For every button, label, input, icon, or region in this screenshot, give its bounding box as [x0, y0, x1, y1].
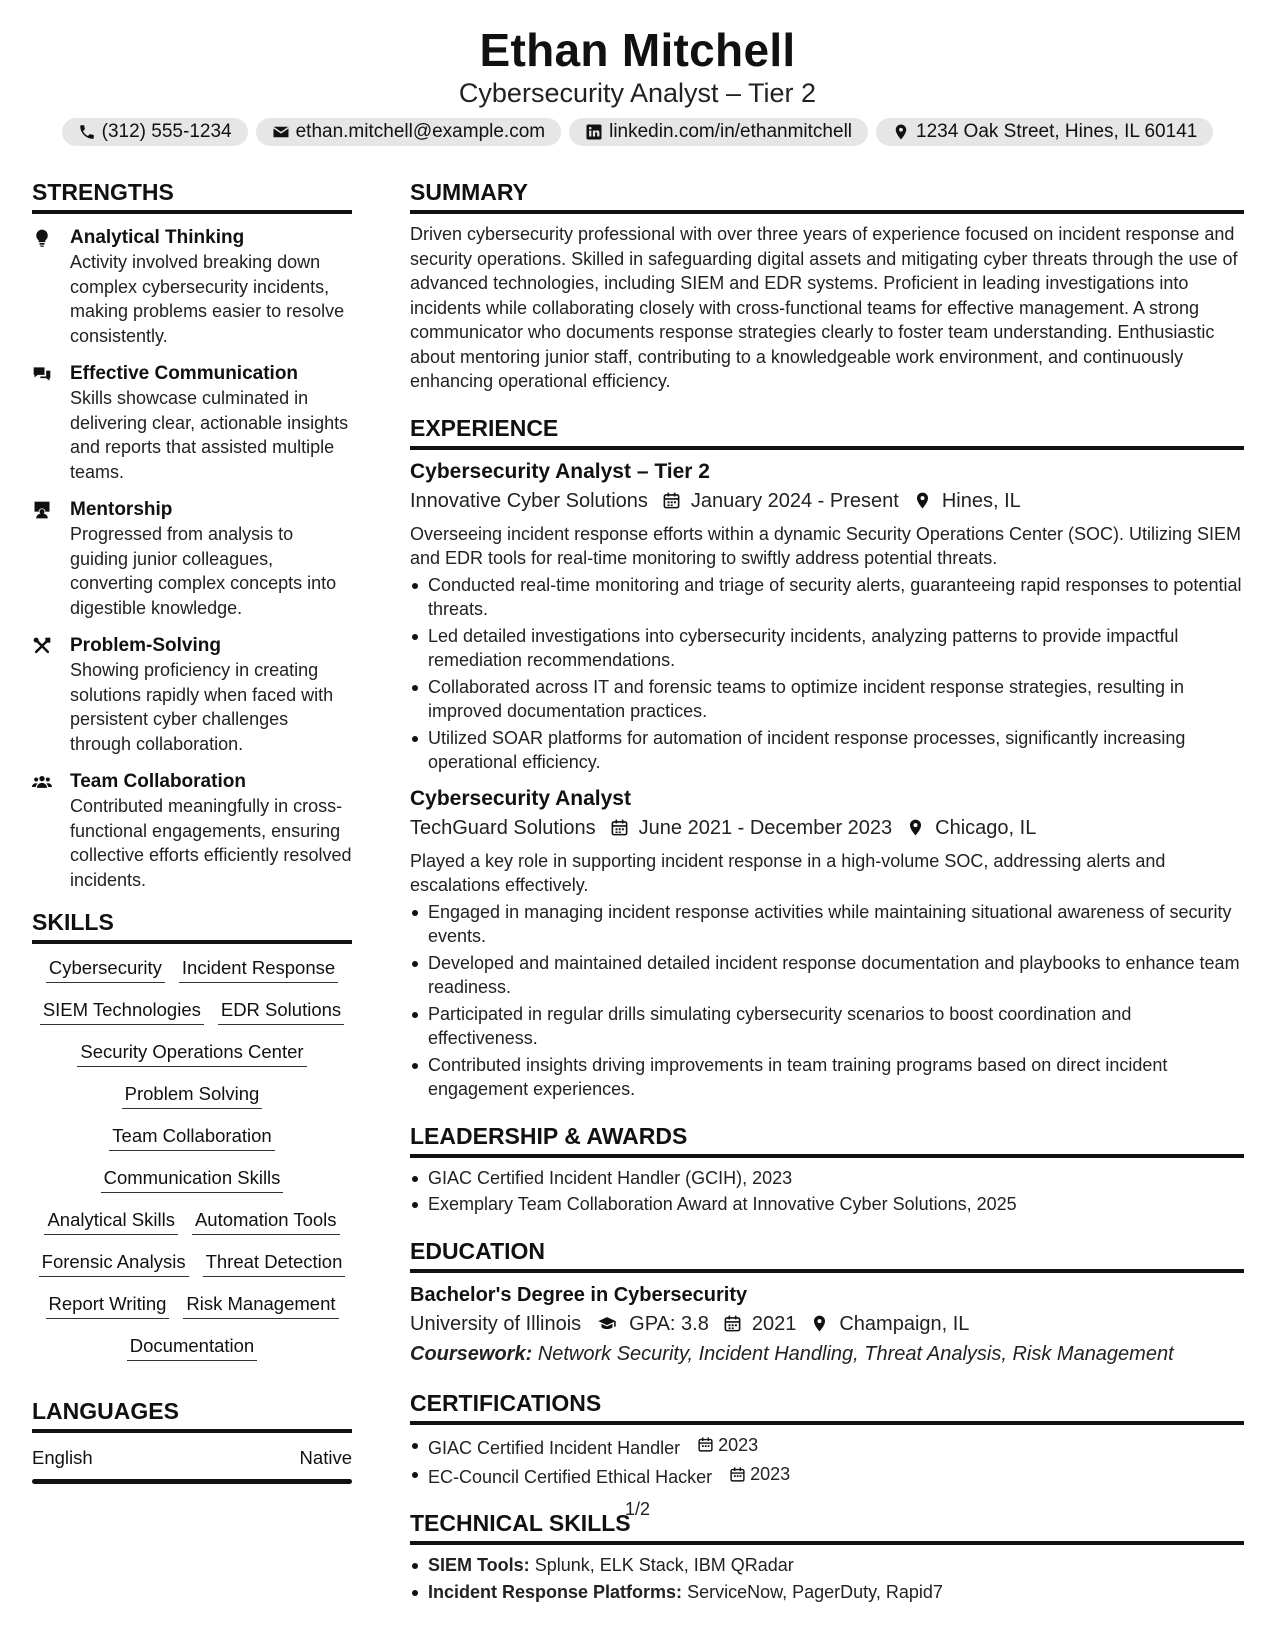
- skill-tag: Security Operations Center: [77, 1040, 306, 1067]
- calendar-icon: [662, 491, 681, 510]
- job-company: TechGuard Solutions: [410, 816, 596, 839]
- job-title: Cybersecurity Analyst: [410, 786, 631, 810]
- contact-address-text: 1234 Oak Street, Hines, IL 60141: [916, 121, 1198, 142]
- strength-title: Effective Communication: [70, 363, 299, 384]
- strength-desc: Showing proficiency in creating solutions rapidly when faced with persistent cyber challenges through collaboration.: [70, 660, 334, 754]
- skills-list: [32, 956, 352, 1361]
- technical-skills-list: [410, 1553, 1244, 1604]
- map-pin-icon: [906, 818, 925, 837]
- map-pin-icon: [892, 123, 910, 141]
- job-title: Cybersecurity Analyst – Tier 2: [410, 459, 710, 483]
- technical-skill-value: ServiceNow, PagerDuty, Rapid7: [687, 1581, 943, 1602]
- strength-desc: Progressed from analysis to guiding junior colleagues, converting complex concepts into digestible knowledge.: [70, 524, 337, 618]
- job-meta: [410, 813, 1244, 843]
- school-location: Champaign, IL: [839, 1312, 970, 1335]
- job-bullet: Engaged in managing incident response activities while maintaining situational awareness of security events.: [410, 900, 1244, 949]
- chat-bubbles-icon: [32, 364, 52, 384]
- degree-title: Bachelor's Degree in Cybersecurity: [410, 1283, 748, 1306]
- skill-tag: Problem Solving: [122, 1082, 263, 1109]
- job-dates: June 2021 - December 2023: [638, 816, 893, 839]
- certification-year: 2023: [718, 1434, 759, 1455]
- resume-header: [0, 22, 1275, 146]
- language-level: Native: [299, 1447, 352, 1468]
- coursework-list: Network Security, Incident Handling, Threat Analysis, Risk Management: [537, 1342, 1174, 1365]
- strength-title: Analytical Thinking: [70, 227, 245, 248]
- contact-email[interactable]: [256, 118, 562, 146]
- job-location: Hines, IL: [941, 489, 1021, 512]
- job-bullets: [410, 573, 1244, 775]
- job-entry: [410, 785, 1244, 1102]
- certification-item: [410, 1462, 1244, 1489]
- skill-tag: Analytical Skills: [44, 1208, 178, 1235]
- certification-item: [410, 1433, 1244, 1460]
- strength-item: [32, 226, 352, 348]
- job-bullet: Conducted real-time monitoring and triage of security alerts, guaranteeing rapid responses to potential threats.: [410, 573, 1244, 622]
- languages-heading: LANGUAGES: [32, 1395, 352, 1433]
- leadership-list: [410, 1166, 1244, 1217]
- strength-item: [32, 498, 352, 620]
- award-item: Exemplary Team Collaboration Award at Innovative Cyber Solutions, 2025: [410, 1192, 1244, 1217]
- strengths-heading: STRENGTHS: [32, 176, 352, 214]
- skill-tag: Documentation: [127, 1334, 257, 1361]
- job-description: Played a key role in supporting incident response in a high-volume SOC, addressing alerts and escalations effectively.: [410, 850, 1166, 895]
- language-item: [32, 1445, 352, 1471]
- page-number: 1/2: [624, 1499, 651, 1519]
- job-bullet: Utilized SOAR platforms for automation of incident response processes, significantly increasing operational efficiency.: [410, 726, 1244, 775]
- certification-name: EC-Council Certified Ethical Hacker: [428, 1466, 713, 1487]
- calendar-icon: [729, 1466, 746, 1483]
- technical-skill-value: Splunk, ELK Stack, IBM QRadar: [534, 1555, 794, 1575]
- calendar-icon: [697, 1436, 714, 1453]
- skill-tag: Threat Detection: [203, 1250, 346, 1277]
- contact-email-text: ethan.mitchell@example.com: [295, 121, 546, 142]
- strength-item: [32, 770, 352, 892]
- summary-text: Driven cybersecurity professional with over three years of experience focused on incident response and security operations. Skilled in safeguarding digital assets and mitigating cyber threats through the use of advanced technologies, including SIEM and EDR systems. Proficient in leading investigations into incidents while collaborating closely with cross-functional teams for effective management. A strong communicator who documents response strategies clearly to foster team understanding. Enthusiastic about mentoring junior staff, contributing to a knowledgeable work environment, and continuously enhancing operational efficiency.: [410, 224, 1238, 391]
- contact-linkedin[interactable]: [569, 118, 868, 146]
- map-pin-icon: [810, 1314, 829, 1333]
- technical-skill-label: Incident Response Platforms:: [428, 1581, 683, 1602]
- coursework-label: Coursework:: [410, 1342, 533, 1365]
- job-meta: [410, 486, 1244, 516]
- technical-skill-item: [410, 1580, 1244, 1605]
- calendar-icon: [723, 1314, 742, 1333]
- candidate-name: Ethan Mitchell: [479, 24, 796, 76]
- graduation-cap-icon: [595, 1314, 619, 1333]
- education-heading: EDUCATION: [410, 1235, 1244, 1273]
- job-company: Innovative Cyber Solutions: [410, 489, 648, 512]
- experience-heading: EXPERIENCE: [410, 412, 1244, 450]
- strength-title: Team Collaboration: [70, 771, 246, 792]
- gpa: GPA: 3.8: [629, 1312, 709, 1335]
- candidate-role: Cybersecurity Analyst – Tier 2: [458, 78, 817, 108]
- language-proficiency-bar: [32, 1479, 352, 1484]
- coursework: [410, 1339, 1244, 1369]
- contact-address[interactable]: [876, 118, 1213, 146]
- skill-tag: Incident Response: [179, 956, 338, 983]
- skill-tag: Communication Skills: [101, 1166, 284, 1193]
- technical-skills-heading: TECHNICAL SKILLS: [410, 1507, 1244, 1545]
- job-bullets: [410, 900, 1244, 1102]
- tools-icon: [32, 636, 52, 656]
- skill-tag: Report Writing: [46, 1292, 170, 1319]
- envelope-icon: [272, 123, 290, 141]
- phone-icon: [78, 123, 96, 141]
- users-icon: [32, 772, 52, 792]
- job-bullet: Participated in regular drills simulating cybersecurity scenarios to boost coordination and effectiveness.: [410, 1002, 1244, 1051]
- skill-tag: SIEM Technologies: [40, 998, 204, 1025]
- strength-item: [32, 634, 352, 756]
- skill-tag: Cybersecurity: [46, 956, 165, 983]
- leadership-heading: LEADERSHIP & AWARDS: [410, 1120, 1244, 1158]
- job-description: Overseeing incident response efforts within a dynamic Security Operations Center (SOC). Utilizing SIEM and EDR tools for real-time monitoring to swiftly address potential threats.: [410, 523, 1242, 568]
- right-column: [410, 176, 1244, 1606]
- skills-heading: SKILLS: [32, 906, 352, 944]
- strength-item: [32, 362, 352, 484]
- contact-phone[interactable]: [62, 118, 248, 146]
- certification-name: GIAC Certified Incident Handler: [428, 1437, 681, 1458]
- strength-title: Mentorship: [70, 499, 173, 520]
- teacher-icon: [32, 500, 52, 520]
- contact-bar: [0, 118, 1275, 146]
- job-bullet: Contributed insights driving improvements in team training programs based on direct incident engagement experiences.: [410, 1053, 1244, 1102]
- strength-desc: Activity involved breaking down complex cybersecurity incidents, making problems easier to resolve consistently.: [70, 252, 345, 346]
- skill-tag: Team Collaboration: [109, 1124, 274, 1151]
- strength-desc: Skills showcase culminated in delivering clear, actionable insights and reports that assisted multiple teams.: [70, 388, 349, 482]
- summary-heading: SUMMARY: [410, 176, 1244, 214]
- skill-tag: Automation Tools: [192, 1208, 340, 1235]
- award-item: GIAC Certified Incident Handler (GCIH), 2023: [410, 1166, 1244, 1191]
- calendar-icon: [610, 818, 629, 837]
- linkedin-icon: [585, 123, 603, 141]
- certifications-heading: CERTIFICATIONS: [410, 1387, 1244, 1425]
- language-name: English: [32, 1447, 93, 1468]
- job-bullet: Collaborated across IT and forensic teams to optimize incident response strategies, resulting in improved documentation practices.: [410, 675, 1244, 724]
- job-dates: January 2024 - Present: [690, 489, 899, 512]
- skill-tag: Forensic Analysis: [39, 1250, 189, 1277]
- job-entry: [410, 458, 1244, 775]
- strength-title: Problem-Solving: [70, 635, 221, 656]
- certifications-list: [410, 1433, 1244, 1490]
- lightbulb-icon: [32, 228, 52, 248]
- contact-phone-text: (312) 555-1234: [101, 121, 232, 142]
- school-name: University of Illinois: [410, 1312, 582, 1335]
- contact-linkedin-text: linkedin.com/in/ethanmitchell: [609, 121, 853, 142]
- certification-year: 2023: [750, 1463, 791, 1484]
- map-pin-icon: [913, 491, 932, 510]
- education-meta: [410, 1309, 1244, 1339]
- technical-skill-item: [410, 1553, 1244, 1578]
- strength-desc: Contributed meaningfully in cross-functional engagements, ensuring collective efforts efficiently resolved incidents.: [70, 796, 352, 890]
- left-column: [32, 176, 352, 1484]
- graduation-year: 2021: [751, 1312, 797, 1335]
- job-bullet: Led detailed investigations into cybersecurity incidents, analyzing patterns to provide impactful remediation recommendations.: [410, 624, 1244, 673]
- job-location: Chicago, IL: [935, 816, 1037, 839]
- technical-skill-label: SIEM Tools:: [428, 1555, 530, 1575]
- skill-tag: Risk Management: [183, 1292, 338, 1319]
- skill-tag: EDR Solutions: [218, 998, 344, 1025]
- job-bullet: Developed and maintained detailed incident response documentation and playbooks to enhance team readiness.: [410, 951, 1244, 1000]
